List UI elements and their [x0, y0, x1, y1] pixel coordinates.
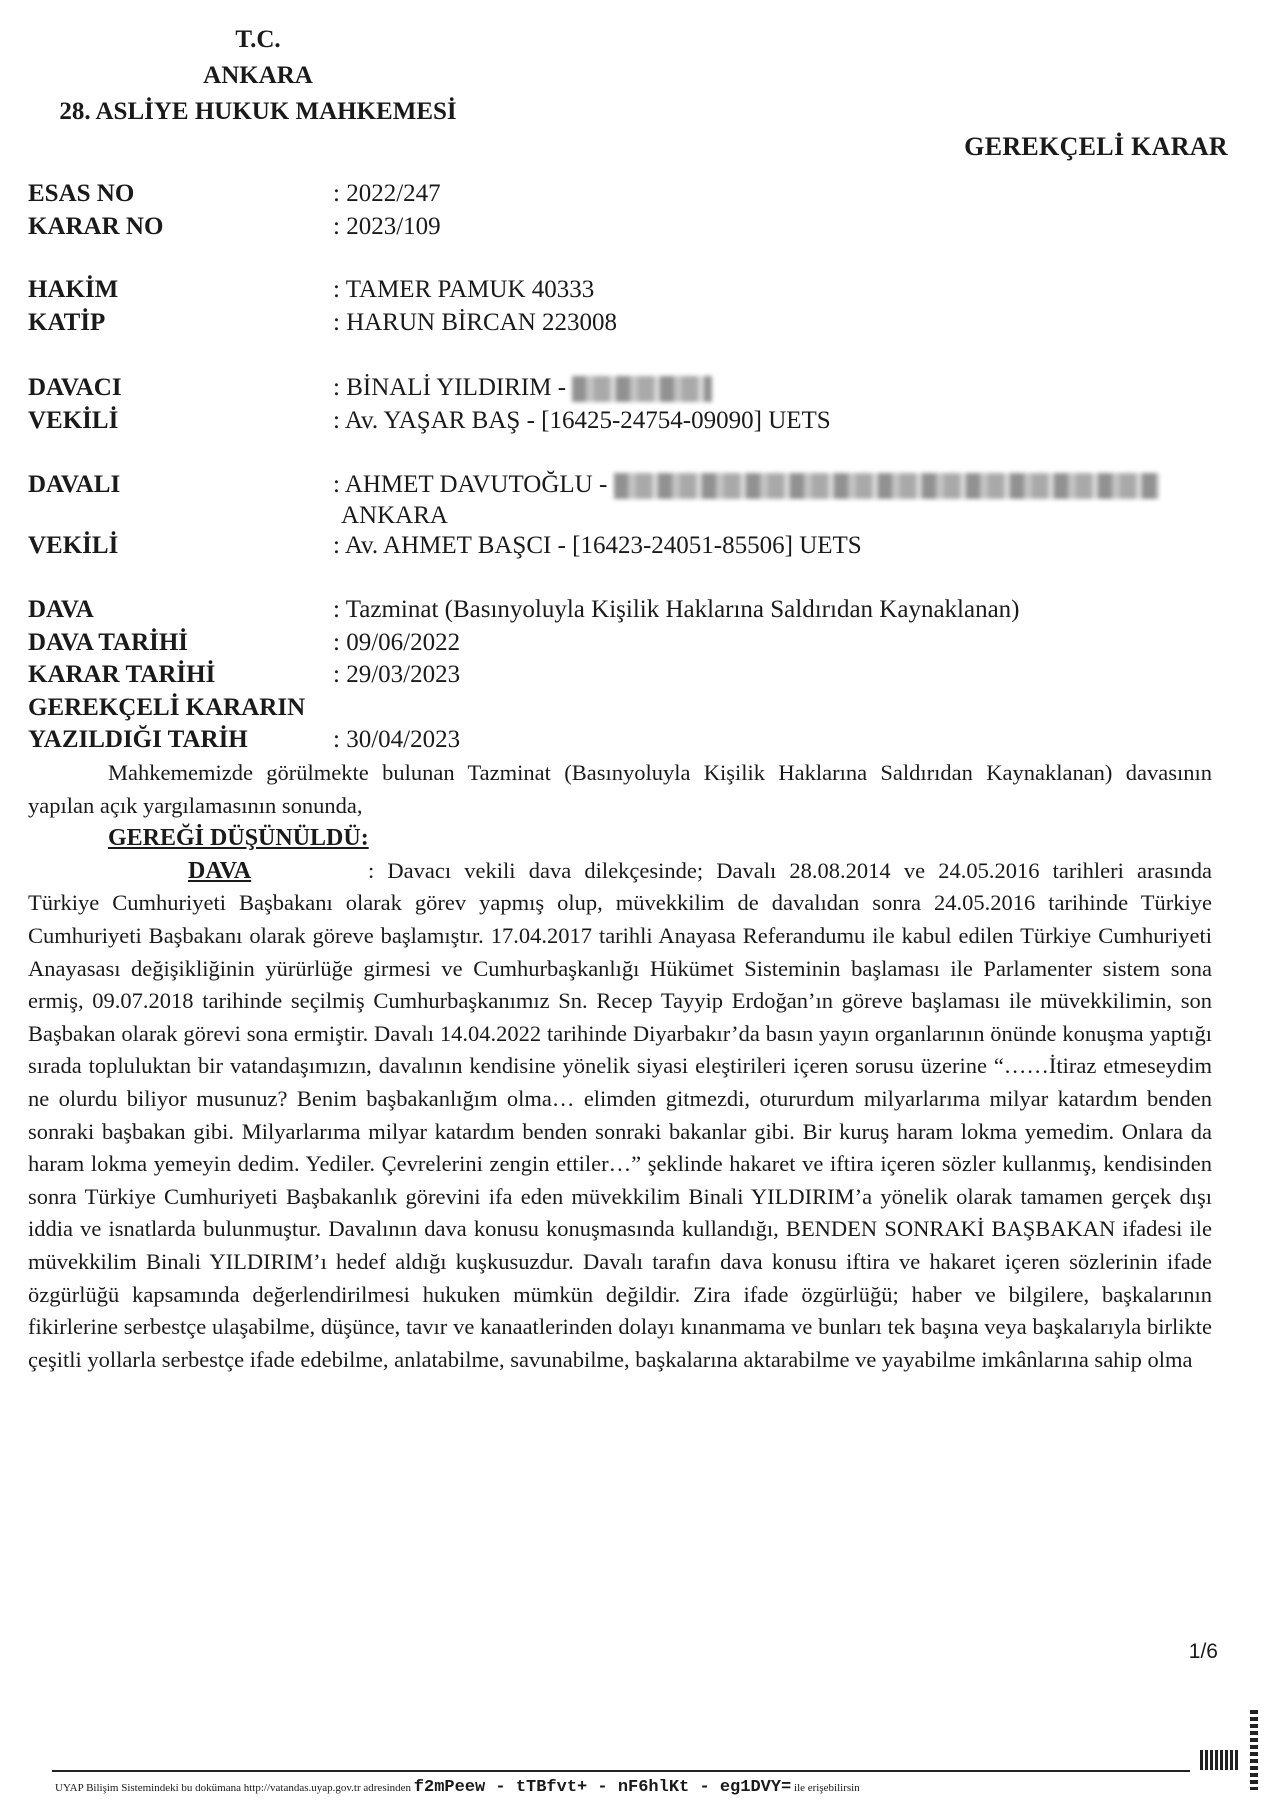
- redacted-address: [614, 473, 1159, 499]
- dava-text: : Davacı vekili dava dilekçesinde; Davalı 28.08.2014 ve 24.05.2016 tarihleri arasında Türkiye Cumhuriyeti Başbakanı olarak görev yapmış olup, müvekkilim de davalıdan sonra 24.05.2016 tarihinde Türkiye Cumhuriyeti Başbakanı olarak göreve başlamıştır. 17.04.2017 tarihli Anayasa Referandumu ile kabul edilen Türkiye Cumhuriyeti Anayasası değişikliğinin yürürlüğe girmesi ve Cumhurbaşkanlığı Hükümet Sisteminin başlaması ile Parlamenter sistem sona ermiş, 09.07.2018 tarihinde seçilmiş Cumhurbaşkanımız Sn. Recep Tayyip Erdoğan’ın göreve başlaması ile müvekkilimin, son Başbakan olarak görevi sona ermiştir. Davalı 14.04.2022 tarihinde Diyarbakır’da basın yayın organlarının önünde konuşma yaptığı sırada topluluktan bir vatandaşımızın, davalının kendisine yönelik siyasi eleştirileri içeren sorusu üzerine “……İtiraz etmeseydim ne olurdu biliyor musunuz? Benim başbakanlığım olma… elimden gitmezdi, otururdum milyarlarıma milyar katardım benden sonraki başbakan gibi. Milyarlarıma milyar katardım benden sonraki bakanlar gibi. Bir kuruş haram lokma yemedim. Onlara da haram lokma yemeyin dedim. Yediler. Çevrelerini zengin ettiler…” şeklinde hakaret ve iftira içeren sözler kullanmış, kendisinden sonra Türkiye Cumhuriyeti Başbakanlık görevini ifa eden müvekkilim Binali YILDIRIM’a yönelik olarak tamamen gerçek dışı iddia ve isnatlarda bulunmuştur. Davalının dava konusu konuşmasında kullandığı, BENDEN SONRAKİ BAŞBAKAN ifadesi ile müvekkilim Binali YILDIRIM’ı hedef aldığı kuşkusuzdur. Davalı tarafın dava konusu iftira ve hakaret içeren sözlerinin ifade özgürlüğü kapsamında değerlendirilmesi hukuken mümkün değildir. Zira ifade özgürlüğü; haber ve bilgilere, başkalarının fikirlerine serbestçe ulaşabilme, düşünce, tavır ve kanaatlerinden dolayı kınanmama ve bunları tek başına veya başkalarıyla birlikte çeşitli yollarla serbestçe ifade edebilme, anlatabilme, savunabilme, başkalarına aktarabilme ve yayabilme imkânlarına sahip olma: [28, 857, 1212, 1372]
- page-number: 1/6: [1188, 1640, 1218, 1663]
- hakim-label: HAKİM: [28, 276, 119, 303]
- dava-label: DAVA: [28, 596, 94, 623]
- vekili1-value: : Av. YAŞAR BAŞ - [16425-24754-09090] UETS: [333, 407, 831, 434]
- barcode-strip: [1250, 1710, 1258, 1790]
- davaci-value-wrap: [333, 372, 712, 404]
- header-city: ANKARA: [203, 62, 313, 89]
- dava-tarihi-value: : 09/06/2022: [333, 629, 461, 656]
- esas-no-value: : 2022/247: [333, 180, 441, 207]
- decision-body: [28, 757, 1212, 1376]
- header-court: 28. ASLİYE HUKUK MAHKEMESİ: [59, 98, 457, 125]
- dava-tarihi-label: DAVA TARİHİ: [28, 629, 189, 656]
- footer: [55, 1778, 860, 1797]
- davaci-value: : BİNALİ YILDIRIM -: [333, 374, 573, 401]
- karar-tarihi-label: KARAR TARİHİ: [28, 661, 216, 688]
- hakim-value: : TAMER PAMUK 40333: [333, 276, 595, 303]
- katip-label: KATİP: [28, 309, 106, 336]
- yazildigi-label: YAZILDIĞI TARİH: [28, 726, 248, 753]
- intro-paragraph: Mahkememizde görülmekte bulunan Tazminat (Basınyoluyla Kişilik Haklarına Saldırıdan Kaynaklanan) davasının yapılan açık yargılamasının sonunda,: [28, 760, 1212, 818]
- dava-heading: DAVA: [188, 857, 252, 884]
- redacted-address: [572, 376, 712, 402]
- karar-no-label: KARAR NO: [28, 213, 164, 240]
- esas-no-label: ESAS NO: [28, 180, 135, 207]
- karar-tarihi-value: : 29/03/2023: [333, 661, 461, 688]
- davali-city: ANKARA: [341, 502, 448, 529]
- davaci-label: DAVACI: [28, 374, 122, 401]
- gerekceli-label: GEREKÇELİ KARARIN: [28, 694, 306, 721]
- footer-prefix: UYAP Bilişim Sistemindeki bu dokümana http://vatandas.uyap.gov.tr adresinden: [55, 1782, 412, 1794]
- karar-no-value: : 2023/109: [333, 213, 441, 240]
- katip-value: : HARUN BİRCAN 223008: [333, 309, 618, 336]
- davali-value-wrap: [333, 469, 1159, 501]
- davali-value: : AHMET DAVUTOĞLU -: [333, 471, 614, 498]
- vekili2-label: VEKİLİ: [28, 532, 119, 559]
- dava-value: : Tazminat (Basınyoluyla Kişilik Haklarına Saldırıdan Kaynaklanan): [333, 596, 1020, 623]
- vekili1-label: VEKİLİ: [28, 407, 119, 434]
- footer-suffix: ile erişebilirsin: [794, 1782, 860, 1794]
- dava-paragraph: [28, 855, 1212, 1377]
- vekili2-value: : Av. AHMET BAŞCI - [16423-24051-85506] UETS: [333, 532, 862, 559]
- footer-divider: [52, 1770, 1190, 1772]
- document-title: GEREKÇELİ KARAR: [964, 132, 1228, 161]
- yazildigi-value: : 30/04/2023: [333, 726, 461, 753]
- qr-code: [1200, 1750, 1240, 1770]
- court-header: [28, 22, 488, 130]
- verification-code: f2mPeew - tTBfvt+ - nF6hlKt - eg1DVY=: [413, 1778, 792, 1797]
- davali-label: DAVALI: [28, 471, 121, 498]
- geregi-heading: GEREĞİ DÜŞÜNÜLDÜ:: [108, 825, 369, 852]
- header-country: T.C.: [235, 26, 281, 53]
